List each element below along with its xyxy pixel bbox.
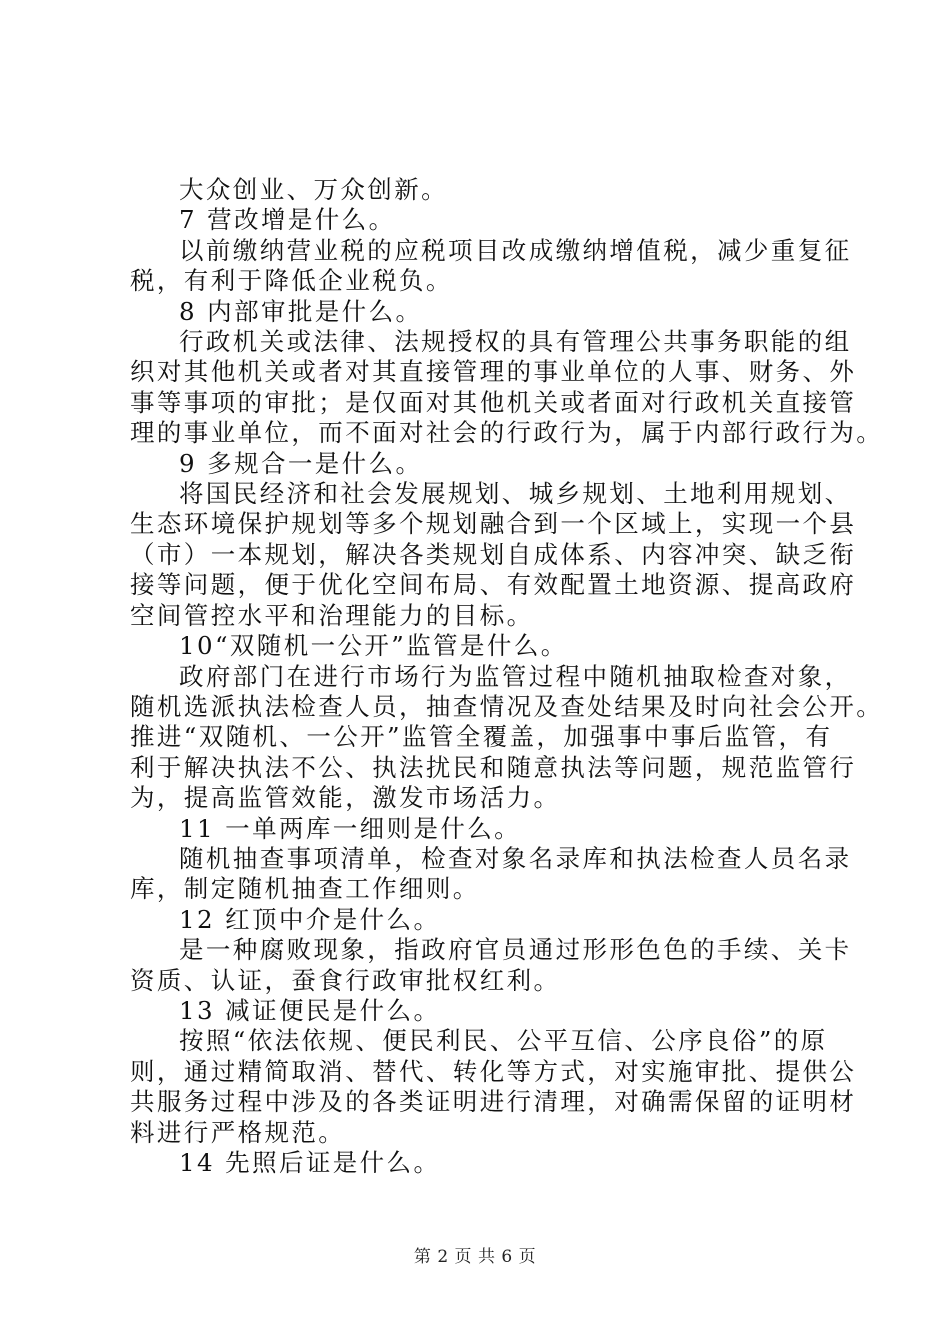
text-line: （市）一本规划，解决各类规划自成体系、内容冲突、缺乏衔: [130, 539, 857, 569]
text-line: 按照“依法依规、便民利民、公平互信、公序良俗”的原: [179, 1026, 828, 1056]
text-line: 14 先照后证是什么。: [179, 1148, 441, 1177]
text-line: 事等事项的审批；是仅面对其他机关或者面对行政机关直接管: [130, 387, 857, 417]
document-body: [130, 175, 884, 1178]
text-line: 13 减证便民是什么。: [179, 995, 441, 1025]
text-line: 大众创业、万众创新。: [179, 175, 448, 204]
text-line: 为，提高监管效能，激发市场活力。: [130, 783, 561, 813]
text-line: 生态环境保护规划等多个规划融合到一个区域上，实现一个县: [130, 509, 857, 539]
text-line: 织对其他机关或者对其直接管理的事业单位的人事、财务、外: [130, 357, 857, 387]
text-line: 料进行严格规范。: [130, 1117, 346, 1147]
text-line: 10“双随机一公开”监管是什么。: [179, 631, 568, 661]
text-line: 资质、认证，蚕食行政审批权红利。: [130, 965, 561, 995]
text-line: 9 多规合一是什么。: [179, 448, 423, 478]
text-line: 接等问题，便于优化空间布局、有效配置土地资源、提高政府: [130, 570, 857, 600]
page-footer: [0, 1242, 950, 1267]
text-line: 将国民经济和社会发展规划、城乡规划、土地利用规划、: [179, 479, 852, 509]
text-line: 随机抽查事项清单，检查对象名录库和执法检查人员名录: [179, 843, 852, 873]
text-line: 推进“双随机、一公开”监管全覆盖，加强事中事后监管，有: [130, 722, 833, 752]
page-number-label: 第 2 页 共 6 页: [413, 1247, 537, 1267]
text-line: 库，制定随机抽查工作细则。: [130, 874, 480, 904]
text-line: 12 红顶中介是什么。: [179, 904, 441, 934]
text-line: 随机选派执法检查人员，抽查情况及查处结果及时向社会公开。: [130, 691, 884, 721]
text-line: 则，通过精简取消、替代、转化等方式，对实施审批、提供公: [130, 1056, 857, 1086]
text-line: 行政机关或法律、法规授权的具有管理公共事务职能的组: [179, 327, 852, 357]
text-line: 以前缴纳营业税的应税项目改成缴纳增值税，减少重复征: [179, 235, 852, 265]
text-line: 7 营改增是什么。: [179, 205, 396, 235]
text-line: 空间管控水平和治理能力的目标。: [130, 600, 534, 630]
text-line: 理的事业单位，而不面对社会的行政行为，属于内部行政行为。: [130, 418, 884, 448]
text-line: 共服务过程中涉及的各类证明进行清理，对确需保留的证明材: [130, 1087, 857, 1117]
text-line: 8 内部审批是什么。: [179, 296, 423, 326]
text-line: 税，有利于降低企业税负。: [130, 266, 453, 296]
text-line: 是一种腐败现象，指政府官员通过形形色色的手续、关卡: [179, 935, 852, 965]
text-line: 政府部门在进行市场行为监管过程中随机抽取检查对象，: [179, 661, 852, 691]
text-line: 利于解决执法不公、执法扰民和随意执法等问题，规范监管行: [130, 752, 857, 782]
text-line: 11 一单两库一细则是什么。: [179, 813, 522, 843]
